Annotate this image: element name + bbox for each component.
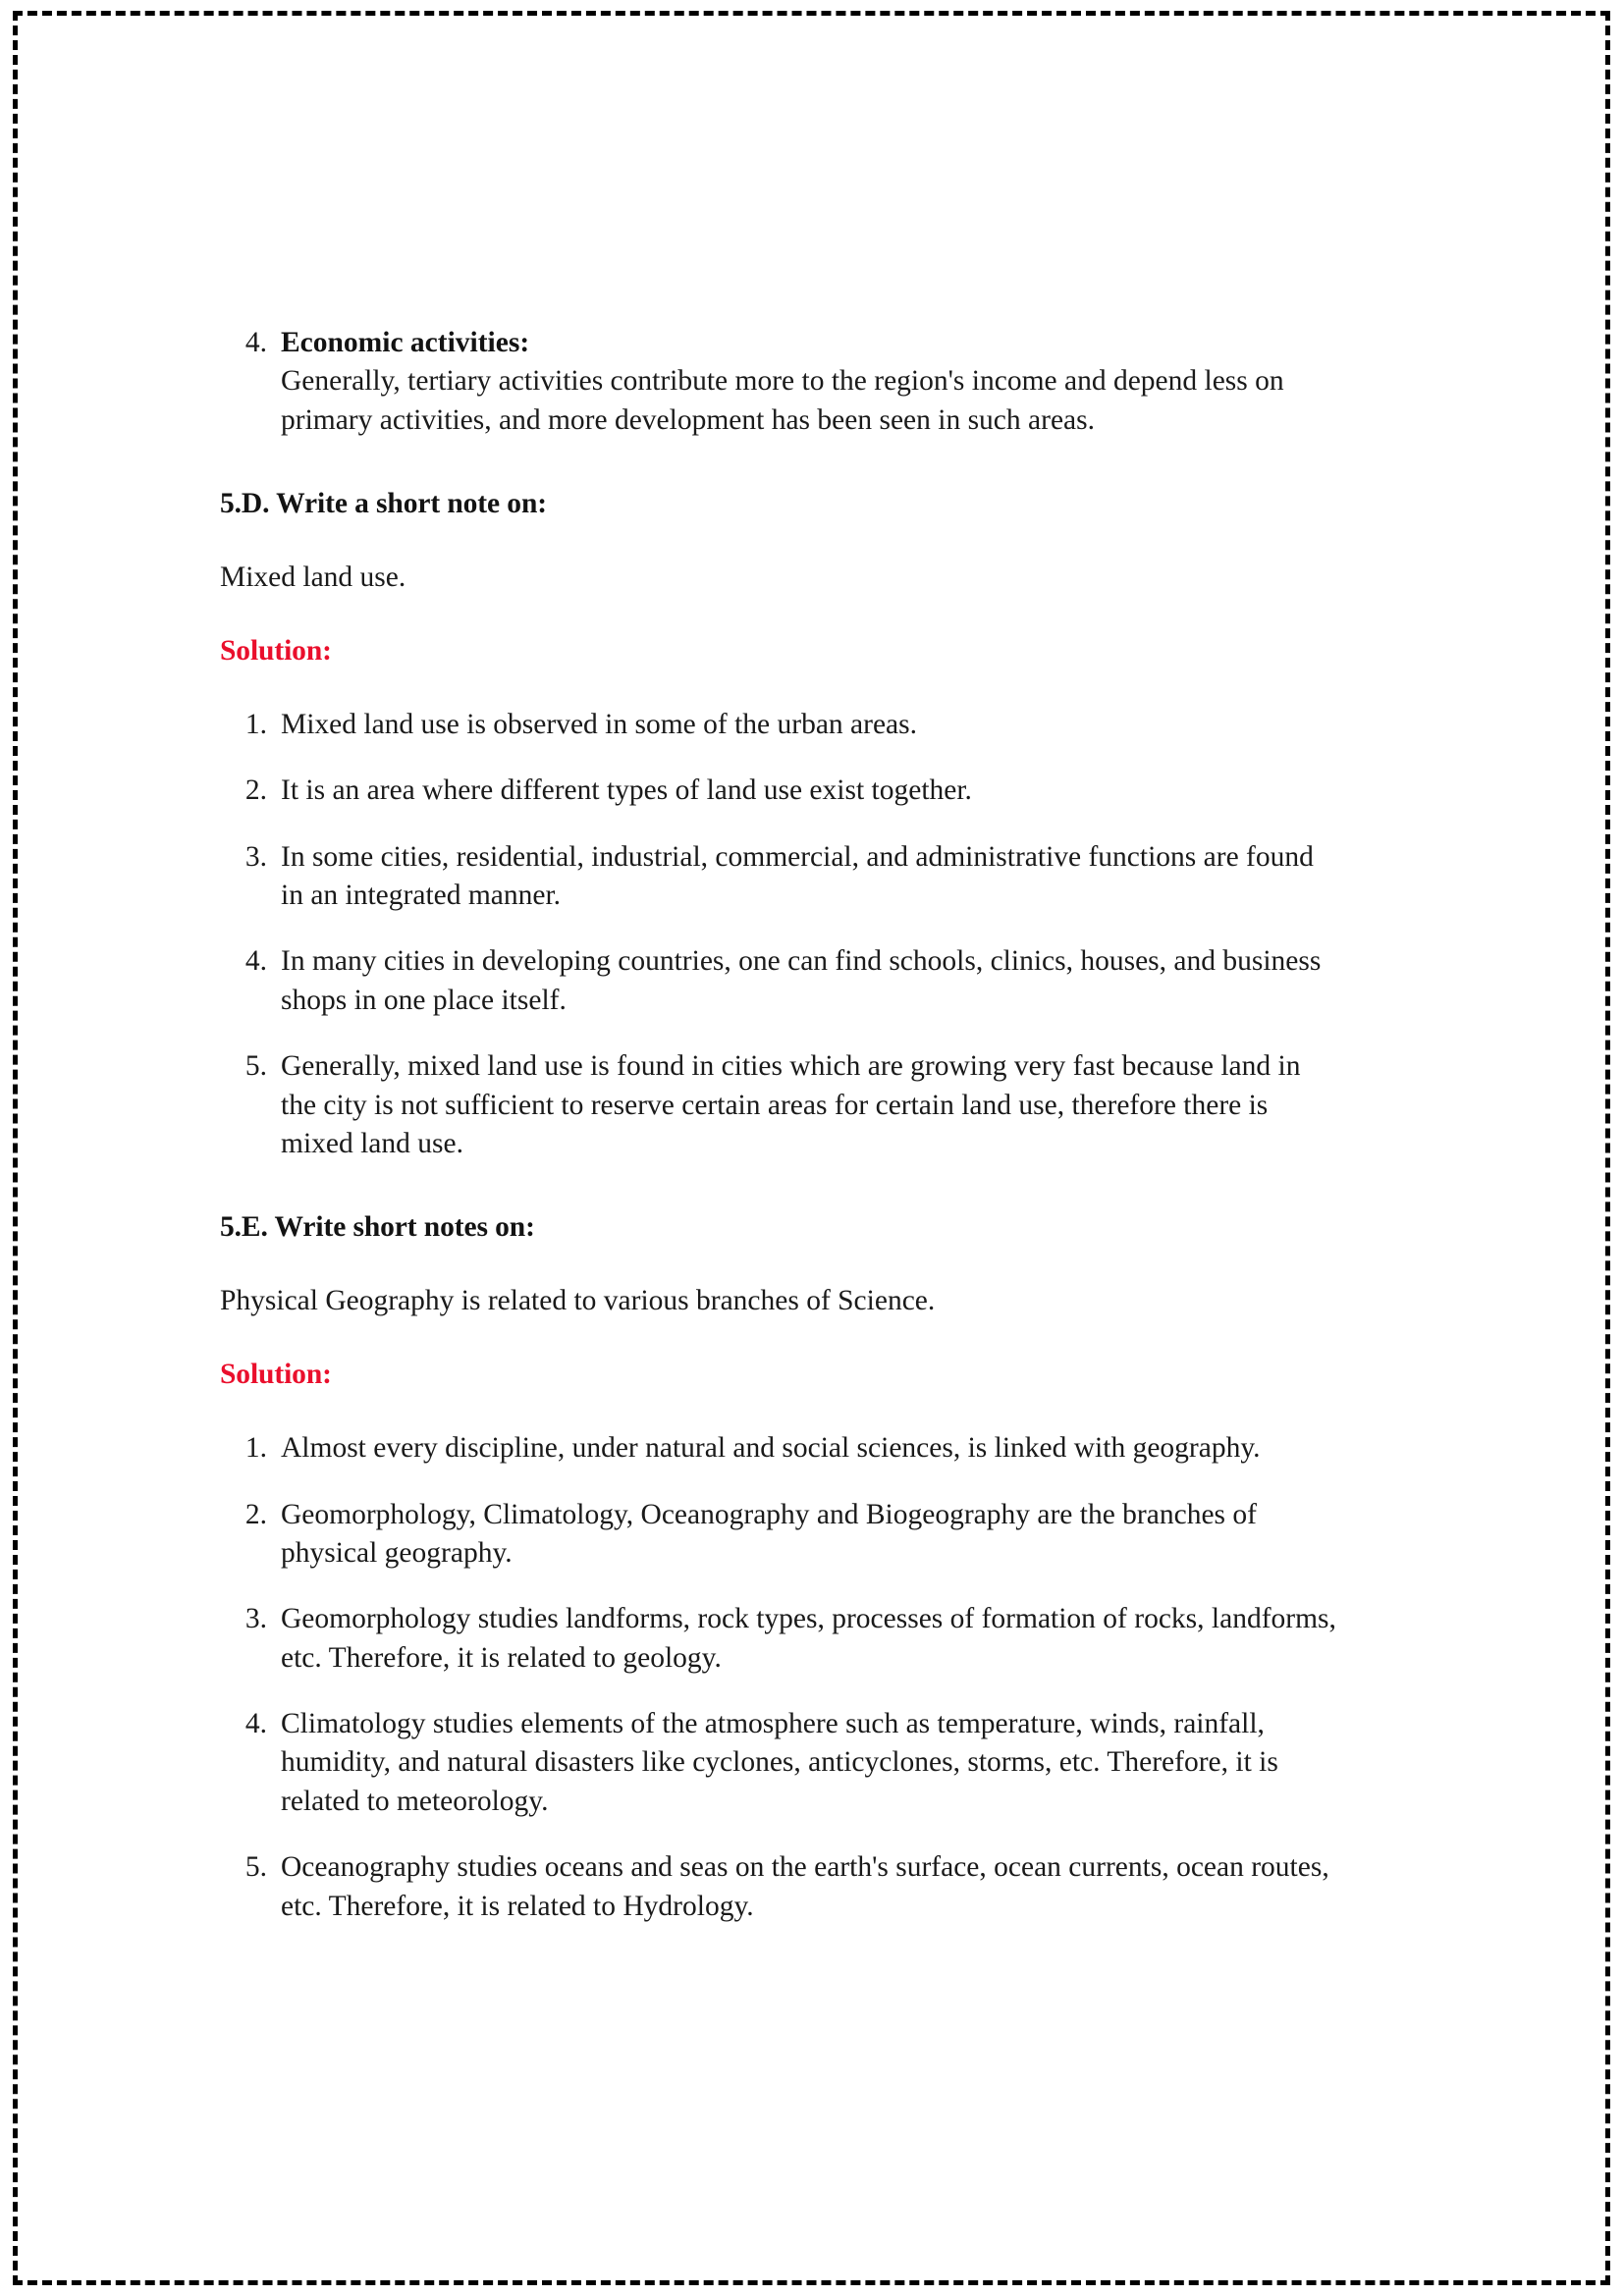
list-item-text: Geomorphology studies landforms, rock types, processes of formation of rocks, landforms, etc. Therefore, it is related to geology. [281,1603,1336,1674]
table-row [220,772,1339,810]
list-item-content [281,324,1329,440]
solution-list-5d [220,706,1339,1163]
list-item-text: Oceanography studies oceans and seas on the earth's surface, ocean currents, ocean routes, etc. Therefore, it is related to Hydrology. [281,1851,1329,1922]
spacer [220,1394,1388,1429]
table-row [220,838,1339,916]
table-row [220,942,1339,1020]
list-item-body: Generally, tertiary activities contribute more to the region's income and depend less on primary activities, and more development has been seen in such areas. [281,365,1284,436]
question-text-5e: Physical Geography is related to various branches of Science. [220,1285,936,1317]
table-row [220,706,1339,744]
question-heading-5d: 5.D. Write a short note on: [220,488,547,520]
list-item-text: In some cities, residential, industrial, commercial, and administrative functions are found in an integrated manner. [281,840,1314,912]
table-row [220,1047,1339,1163]
list-item-text: It is an area where different types of land use exist together. [281,774,972,807]
list-marker: 1. [244,708,267,740]
table-row [220,1705,1339,1821]
list-marker: 2. [244,774,267,807]
table-row [220,1600,1339,1678]
list-marker: 2. [244,1498,267,1530]
list-item-text: Climatology studies elements of the atmosphere such as temperature, winds, rainfall, humidity, and natural disasters like cyclones, anticyclones, storms, etc. Therefore, it is related to meteorology. [281,1708,1278,1817]
list-marker: 5. [244,1050,267,1083]
list-item-text: Generally, mixed land use is found in cities which are growing very fast because land in the city is not sufficient to reserve certain areas for certain land use, therefore there is mixed land use. [281,1050,1301,1159]
solution-label-5e: Solution: [220,1359,332,1391]
continued-list [220,324,1329,440]
list-item-text: In many cities in developing countries, one can find schools, clinics, houses, and business shops in one place itself. [281,945,1322,1016]
spacer [220,1320,1388,1356]
list-marker: 5. [244,1851,267,1884]
document-content [220,324,1388,1926]
list-marker: 4. [244,1708,267,1739]
list-item-title: Economic activities: [281,327,530,358]
table-row [220,1429,1339,1468]
list-item-text: Geomorphology, Climatology, Oceanography and Biogeography are the branches of physical geography. [281,1498,1257,1569]
spacer [220,523,1388,559]
spacer [220,597,1388,632]
list-item-text: Almost every discipline, under natural and social sciences, is linked with geography. [281,1432,1261,1465]
list-marker: 3. [244,840,267,873]
question-heading-5e: 5.E. Write short notes on: [220,1211,535,1244]
solution-label-5d: Solution: [220,635,332,667]
spacer [220,1247,1388,1282]
spacer [220,1163,1388,1208]
list-item [220,324,1329,440]
question-text-5d: Mixed land use. [220,561,406,594]
list-marker: 1. [244,1432,267,1465]
spacer [220,670,1388,706]
table-row [220,1496,1339,1574]
list-marker: 4. [244,945,267,978]
spacer [220,440,1388,485]
list-item-text: Mixed land use is observed in some of the urban areas. [281,708,918,740]
solution-list-5e [220,1429,1339,1926]
table-row [220,1848,1339,1926]
list-marker: 3. [244,1603,267,1635]
list-marker: 4. [244,327,267,358]
